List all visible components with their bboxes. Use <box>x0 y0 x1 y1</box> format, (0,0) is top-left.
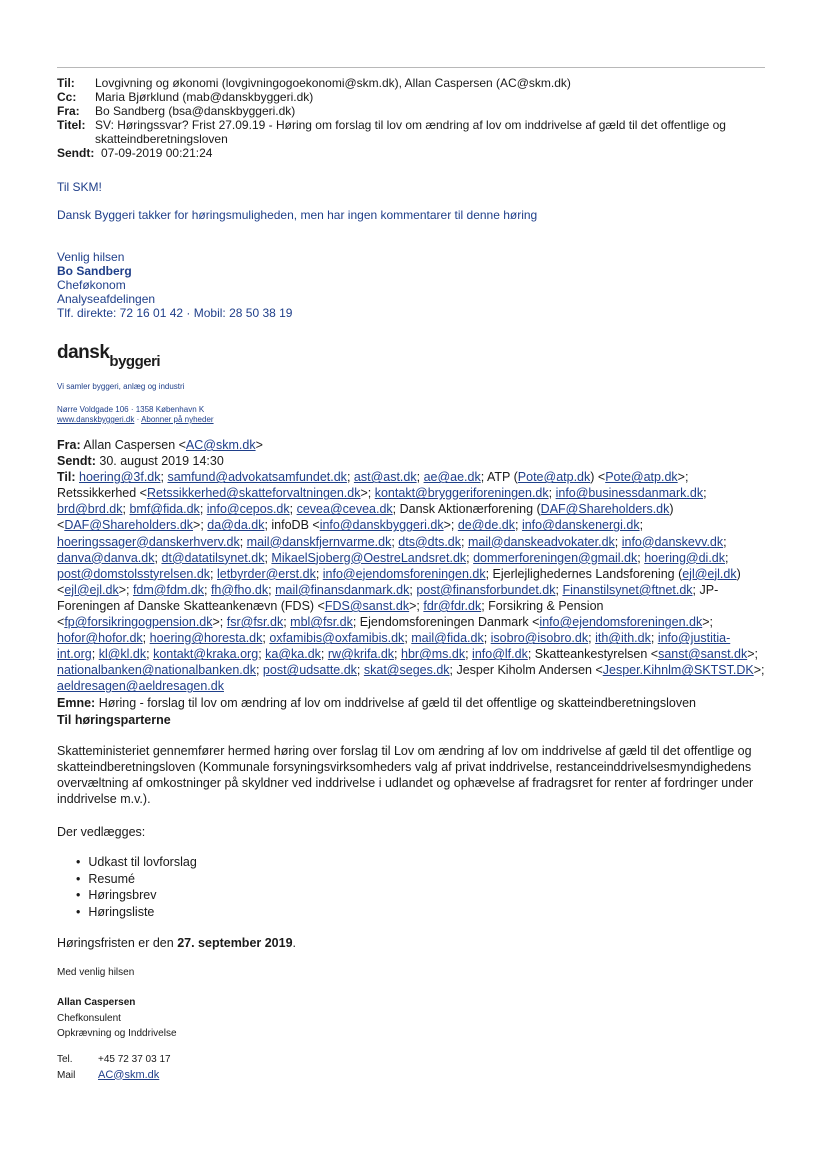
fwd-sent-label: Sendt: <box>57 454 96 469</box>
attachment-item: • Udkast til lovforslag <box>76 854 197 871</box>
recipient-text: ; Jesper Kiholm Andersen < <box>449 663 603 678</box>
recipient-text: ; Dansk Aktionærforening ( <box>392 502 541 517</box>
title-value: SV: Høringssvar? Frist 27.09.19 - Høring om forslag til lov om ændring af lov om inddrivelse af gæld til det offentlige og skatteindberetningsloven <box>95 118 726 146</box>
recipient-email-link[interactable]: info@businessdanmark.dk <box>555 486 704 501</box>
tel-value: +45 72 37 03 17 <box>98 1054 171 1065</box>
recipient-email-link[interactable]: info@danskbyggeri.dk <box>319 518 444 533</box>
recipient-email-link[interactable]: fp@forsikringogpension.dk <box>64 615 213 630</box>
recipient-text: ) < <box>590 470 606 485</box>
recipient-text: ; <box>723 534 727 549</box>
recipient-email-link[interactable]: da@da.dk <box>207 518 265 533</box>
reply-role: Cheføkonom <box>57 278 126 292</box>
recipient-email-link[interactable]: info@ejendomsforeningen.dk <box>539 615 703 630</box>
recipient-text: ; <box>154 550 162 565</box>
recipient-email-link[interactable]: Jesper.Kihnlm@SKTST.DK <box>602 663 754 678</box>
fwd-sent-row <box>57 453 767 469</box>
recipient-text: >; <box>360 486 375 501</box>
recipient-email-link[interactable]: samfund@advokatsamfundet.dk <box>167 470 347 485</box>
recipient-email-link[interactable]: danva@danva.dk <box>57 550 155 565</box>
fwd-subject-value: Høring - forslag til lov om ændring af lov om inddrivelse af gæld til det offentlige og skatteindberetningsloven <box>98 695 696 710</box>
recipient-text: ; <box>264 550 272 565</box>
recipient-email-link[interactable]: Finanstilsynet@ftnet.dk <box>562 582 693 597</box>
recipient-text: ; <box>315 566 323 581</box>
recipient-email-link[interactable]: kl@kl.dk <box>98 647 147 662</box>
recipient-text: ; <box>239 534 247 549</box>
fwd-to-label: Til: <box>57 470 76 485</box>
recipient-text: ; <box>650 631 658 646</box>
recipient-email-link[interactable]: fdm@fdm.dk <box>132 582 204 597</box>
attachment-item: • Høringsliste <box>76 904 197 921</box>
recipient-text: ; <box>255 663 263 678</box>
recipient-email-link[interactable]: info@cepos.dk <box>206 502 290 517</box>
letter-heading: Til høringsparterne <box>57 713 171 727</box>
recipient-text: ; <box>391 534 399 549</box>
mail-label: Mail <box>57 1069 76 1081</box>
recipient-text: ; <box>639 518 644 533</box>
recipient-email-link[interactable]: MikaelSjoberg@OestreLandsret.dk <box>271 550 467 565</box>
recipient-text: ; <box>404 631 412 646</box>
logo-links <box>57 415 214 424</box>
recipient-email-link[interactable]: FDS@sanst.dk <box>324 598 410 613</box>
recipient-text: ; <box>637 550 645 565</box>
logo-address: Nørre Voldgade 106 · 1358 København K <box>57 405 205 414</box>
recipient-email-link[interactable]: info@lf.dk <box>472 647 528 662</box>
recipient-text: ; <box>146 647 154 662</box>
sent-label: Sendt: <box>57 146 95 160</box>
recipient-text: ; <box>465 647 473 662</box>
recipient-email-link[interactable]: sanst@sanst.dk <box>658 647 748 662</box>
recipient-email-link[interactable]: info@danskenergi.dk <box>521 518 640 533</box>
recipient-list <box>57 470 764 693</box>
recipient-email-link[interactable]: post@domstolsstyrelsen.dk <box>57 566 211 581</box>
recipient-email-link[interactable]: isobro@isobro.dk <box>490 631 589 646</box>
letter-name: Allan Caspersen <box>57 997 136 1008</box>
recipient-text: ; Ejerlejlighedernes Landsforening ( <box>485 566 683 581</box>
recipient-text: ; <box>466 550 474 565</box>
recipient-text: ; <box>515 518 522 533</box>
recipient-text: >; <box>753 663 765 678</box>
recipient-text: ; <box>588 631 596 646</box>
reply-phone: Tlf. direkte: 72 16 01 42 · Mobil: 28 50 38 19 <box>57 306 293 320</box>
recipient-text: ; <box>122 502 130 517</box>
logo-tagline: Vi samler byggeri, anlæg og industri <box>57 382 185 391</box>
reply-signature <box>57 250 292 320</box>
recipient-email-link[interactable]: ka@ka.dk <box>265 647 321 662</box>
link-separator: · <box>136 415 142 424</box>
attachment-list <box>76 854 197 920</box>
recipient-email-link[interactable]: Retssikkerhed@skatteforvaltningen.dk <box>146 486 361 501</box>
to-label: Til: <box>57 76 75 90</box>
recipient-text: ; <box>394 647 401 662</box>
reply-greeting: Til SKM! <box>57 180 102 194</box>
recipient-email-link[interactable]: hoering@di.dk <box>644 550 726 565</box>
recipient-text: ) < <box>57 566 741 597</box>
fwd-subject-label: Emne: <box>57 695 96 710</box>
recipient-email-link[interactable]: post@udsatte.dk <box>262 663 357 678</box>
recipient-text: ) < <box>57 502 674 533</box>
recipient-email-link[interactable]: skat@seges.dk <box>363 663 450 678</box>
recipient-text: ; <box>725 550 729 565</box>
recipient-text: ; <box>356 663 364 678</box>
recipient-text: ; <box>346 470 354 485</box>
recipient-email-link[interactable]: bmf@fida.dk <box>129 502 200 517</box>
deadline-prefix: Høringsfristen er den <box>57 936 178 950</box>
from-label: Fra: <box>57 104 80 118</box>
header-sent-row <box>57 146 765 160</box>
recipient-text: ; <box>142 631 150 646</box>
recipient-email-link[interactable]: ejl@ejl.dk <box>682 566 737 581</box>
logo-sub: byggeri <box>109 353 161 370</box>
recipient-email-link[interactable]: kontakt@kraka.org <box>153 647 259 662</box>
recipient-text: ; <box>289 502 297 517</box>
recipient-text: ; <box>210 566 217 581</box>
recipient-email-link[interactable]: dt@datatilsynet.dk <box>161 550 265 565</box>
deadline-line <box>57 935 767 951</box>
title-label: Titel: <box>57 118 86 132</box>
recipient-email-link[interactable]: hoeringssager@danskerhverv.dk <box>57 534 240 549</box>
recipient-email-link[interactable]: post@finansforbundet.dk <box>416 582 556 597</box>
recipient-email-link[interactable]: hoering@horesta.dk <box>149 631 263 646</box>
fwd-from-email[interactable]: AC@skm.dk <box>185 438 256 452</box>
recipient-text: ; <box>555 582 563 597</box>
fwd-from-label: Fra: <box>57 438 81 452</box>
recipient-text: ; <box>258 647 266 662</box>
recipient-email-link[interactable]: mail@danskfjernvarme.dk <box>246 534 392 549</box>
fwd-from-name: Allan Caspersen < <box>83 438 186 452</box>
recipient-email-link[interactable]: de@de.dk <box>457 518 515 533</box>
recipient-text: ; <box>91 647 99 662</box>
recipient-email-link[interactable]: oxfamibis@oxfamibis.dk <box>269 631 405 646</box>
fwd-subject-row <box>57 695 767 711</box>
recipient-email-link[interactable]: dommerforeningen@gmail.dk <box>473 550 638 565</box>
recipient-text: ; <box>416 470 424 485</box>
recipient-email-link[interactable]: mail@danskeadvokater.dk <box>467 534 615 549</box>
recipient-text: ; infoDB < <box>264 518 320 533</box>
deadline-date: 27. september 2019 <box>177 936 293 950</box>
letter-paragraph: Skatteministeriet gennemfører hermed høring over forslag til Lov om ændring af lov om inddrivelse af gæld til det offentlige og skatteindberetningsloven (Kommunale forsyningsvirksomheders valg af privat inddrivelse, restanceinddrivelsesmyndighedens overvæltning af omkostninger på skyldner ved inddrivelse i udlandet og ophævelse af fradragsret for renter af fordringer under inddrivelse m.v.). <box>57 744 754 807</box>
recipient-email-link[interactable]: fh@fho.dk <box>210 582 269 597</box>
recipient-email-link[interactable]: brd@brd.dk <box>57 502 123 517</box>
recipient-email-link[interactable]: dts@dts.dk <box>398 534 462 549</box>
fwd-sent-value: 30. august 2019 14:30 <box>99 454 224 469</box>
website-link[interactable]: www.danskbyggeri.dk <box>57 415 135 424</box>
recipient-email-link[interactable]: nationalbanken@nationalbanken.dk <box>57 663 256 678</box>
recipient-email-link[interactable]: ast@ast.dk <box>353 470 417 485</box>
recipient-text: ; <box>204 582 211 597</box>
mail-link[interactable]: AC@skm.dk <box>98 1068 160 1081</box>
fwd-from-row <box>57 437 767 453</box>
recipient-email-link[interactable]: kontakt@bryggeriforeningen.dk <box>374 486 549 501</box>
recipient-text: >; <box>747 647 759 662</box>
recipient-email-link[interactable]: hofor@hofor.dk <box>57 631 143 646</box>
deadline-suffix: . <box>292 936 297 950</box>
dansk-byggeri-logo <box>57 342 161 370</box>
recipient-email-link[interactable]: hbr@ms.dk <box>401 647 466 662</box>
top-divider <box>57 67 765 68</box>
recipient-text: ; <box>548 486 556 501</box>
recipient-text: >; Retssikkerhed < <box>57 470 689 501</box>
fwd-to-row <box>57 469 767 694</box>
recipient-text: ; <box>262 631 270 646</box>
tel-label: Tel. <box>57 1054 73 1065</box>
recipient-email-link[interactable]: hoering@3f.dk <box>79 470 161 485</box>
tel-row <box>57 1052 171 1068</box>
recipient-text: ; <box>268 582 276 597</box>
recipient-email-link[interactable]: rw@krifa.dk <box>327 647 395 662</box>
forwarded-header <box>57 437 767 711</box>
recipient-email-link[interactable]: fdr@fdr.dk <box>423 598 482 613</box>
enclosed-label: Der vedlægges: <box>57 825 146 839</box>
attachment-item: • Resumé <box>76 871 197 888</box>
header-title-row <box>57 118 765 146</box>
recipient-email-link[interactable]: aeldresagen@aeldresagen.dk <box>57 679 224 694</box>
recipient-text: ; Skatteankestyrelsen < <box>527 647 659 662</box>
recipient-email-link[interactable]: mail@finansdanmark.dk <box>275 582 410 597</box>
recipient-text: ; <box>461 534 468 549</box>
fwd-from-close: > <box>255 438 263 452</box>
recipient-email-link[interactable]: info@danskevv.dk <box>621 534 724 549</box>
recipient-text: ; JP-Foreningen af Danske Skatteankenævn (FDS) < <box>57 582 719 613</box>
recipient-text: ; <box>320 647 328 662</box>
header-to-row <box>57 76 765 90</box>
recipient-email-link[interactable]: cevea@cevea.dk <box>296 502 393 517</box>
recipient-email-link[interactable]: fsr@fsr.dk <box>226 615 284 630</box>
recipient-text: ; <box>614 534 622 549</box>
letter-role: Chefkonsulent <box>57 1012 121 1024</box>
reply-closing: Venlig hilsen <box>57 250 125 264</box>
email-header <box>57 76 765 160</box>
recipient-email-link[interactable]: ae@ae.dk <box>423 470 481 485</box>
to-value: Lovgivning og økonomi (lovgivningogoekonomi@skm.dk), Allan Caspersen (AC@skm.dk) <box>95 76 571 90</box>
recipient-email-link[interactable]: ejl@ejl.dk <box>64 582 119 597</box>
recipient-email-link[interactable]: DAF@Shareholders.dk <box>540 502 670 517</box>
header-cc-row <box>57 90 765 104</box>
cc-value: Maria Bjørklund (mab@danskbyggeri.dk) <box>95 90 314 104</box>
recipient-email-link[interactable]: mbl@fsr.dk <box>290 615 353 630</box>
recipient-email-link[interactable]: info@justitia-int.org <box>57 631 731 662</box>
recipient-text: ; Forsikring & Pension < <box>57 598 604 630</box>
recipient-email-link[interactable]: info@ejendomsforeningen.dk <box>322 566 486 581</box>
newsletter-link[interactable]: Abonner på nyheder <box>141 415 214 424</box>
recipient-email-link[interactable]: Pote@atp.dk <box>517 470 591 485</box>
recipient-text: ; <box>199 502 207 517</box>
recipient-email-link[interactable]: ith@ith.dk <box>595 631 651 646</box>
recipient-text: ; <box>409 582 417 597</box>
attachment-item: • Høringsbrev <box>76 887 197 904</box>
recipient-text: >; <box>409 598 424 613</box>
recipient-text: >; <box>193 518 208 533</box>
recipient-text: >; <box>443 518 458 533</box>
recipient-email-link[interactable]: DAF@Shareholders.dk <box>64 518 194 533</box>
from-value: Bo Sandberg (bsa@danskbyggeri.dk) <box>95 104 296 118</box>
sent-value: 07-09-2019 00:21:24 <box>101 146 213 160</box>
recipient-text: ; <box>160 470 168 485</box>
recipient-email-link[interactable]: mail@fida.dk <box>411 631 484 646</box>
logo-main: dansk <box>57 342 110 363</box>
recipient-email-link[interactable]: letbyrder@erst.dk <box>216 566 316 581</box>
letter-closing: Med venlig hilsen <box>57 967 135 978</box>
recipient-text: >; <box>702 615 713 630</box>
recipient-text: >; <box>212 615 227 630</box>
recipient-text: >; <box>118 582 133 597</box>
reply-name: Bo Sandberg <box>57 264 132 278</box>
recipient-text: ; Ejendomsforeningen Danmark < <box>352 615 540 630</box>
recipient-text: ; ATP ( <box>480 470 518 485</box>
reply-text: Dansk Byggeri takker for høringsmuligheden, men har ingen kommentarer til denne høring <box>57 208 538 222</box>
contact-info <box>57 1052 171 1083</box>
recipient-text: ; <box>483 631 491 646</box>
cc-label: Cc: <box>57 90 77 104</box>
letter-signature <box>57 995 177 1042</box>
recipient-text: ; <box>283 615 291 630</box>
mail-row <box>57 1068 171 1084</box>
letter-department: Opkrævning og Inddrivelse <box>57 1028 177 1039</box>
recipient-text: ; <box>703 486 707 501</box>
recipient-email-link[interactable]: Pote@atp.dk <box>605 470 678 485</box>
reply-department: Analyseafdelingen <box>57 292 156 306</box>
header-from-row <box>57 104 765 118</box>
